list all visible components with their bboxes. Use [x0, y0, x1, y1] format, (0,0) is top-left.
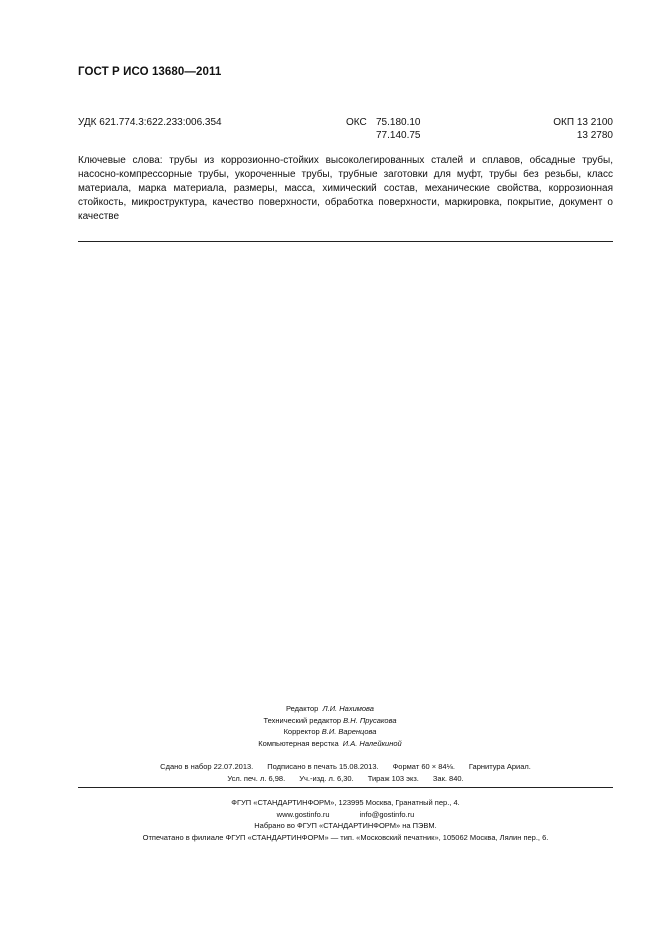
classification-codes [78, 116, 613, 146]
typeface: Гарнитура Ариал. [468, 762, 531, 771]
okp-code [553, 116, 613, 142]
credit-name: Л.И. Нахимова [322, 704, 374, 713]
publication-line-1 [78, 761, 613, 773]
credit-label: Редактор [286, 704, 319, 713]
credits-block [180, 703, 480, 749]
oks-value-1: 75.180.10 [376, 117, 421, 128]
credit-name: В.Н. Прусакова [343, 715, 397, 725]
publisher-sheets: Уч.-изд. л. 6,30. [299, 773, 354, 783]
keywords-paragraph: Ключевые слова: трубы из коррозионно-стойких высоколегированных сталей и сплавов, обсадные трубы, насосно-компрессорные трубы, укороченные трубы, трубные заготовки для муфт, трубы без резьбы, класс материала, марка материала, размеры, масса, химический состав, механические свойства, коррозионная стойкость, микроструктура, качество поверхности, обработка поверхности, маркировка, покрытие, документ о качестве [78, 155, 613, 222]
print-sheets: Усл. печ. л. 6,98. [227, 773, 286, 783]
okp-value-1: ОКП 13 2100 [553, 117, 613, 128]
credit-editor [180, 703, 480, 715]
okp-value-2: 13 2780 [576, 130, 613, 141]
print-run: Тираж 103 экз. [367, 773, 419, 783]
credit-layout [180, 738, 480, 750]
email-link[interactable]: info@gostinfo.ru [359, 809, 415, 819]
oks-code [346, 116, 421, 141]
credit-label: Компьютерная верстка [258, 738, 339, 748]
signed-date: Подписано в печать 15.08.2013. [267, 762, 379, 771]
divider-top [78, 241, 613, 242]
publication-line-2 [78, 773, 613, 785]
submitted-date: Сдано в набор 22.07.2013. [160, 762, 254, 771]
credit-label: Корректор [283, 727, 320, 736]
order-number: Зак. 840. [432, 773, 464, 783]
printed-note: Отпечатано в филиале ФГУП «СТАНДАРТИНФОРМ» — тип. «Московский печатник», 105062 Москва, Лялин пер., 6. [142, 832, 549, 842]
document-title: ГОСТ Р ИСО 13680—2011 [78, 66, 222, 78]
udk-code: УДК 621.774.3:622.233:006.354 [78, 117, 222, 128]
credit-tech-editor [180, 715, 480, 727]
publication-info [78, 761, 613, 784]
publisher-contacts [78, 809, 613, 821]
divider-bottom [78, 787, 613, 788]
credit-name: И.А. Налейкиной [342, 738, 402, 748]
oks-label: ОКС [346, 117, 367, 128]
credit-corrector [180, 726, 480, 738]
credit-label: Технический редактор [263, 715, 342, 725]
credit-name: В.И. Варенцова [321, 727, 377, 736]
typeset-note: Набрано во ФГУП «СТАНДАРТИНФОРМ» на ПЭВМ. [254, 821, 437, 830]
publisher-address: ФГУП «СТАНДАРТИНФОРМ», 123995 Москва, Гранатный пер., 4. [231, 798, 460, 807]
paper-format: Формат 60 × 84⅛. [392, 762, 455, 771]
publisher-footer [78, 797, 613, 843]
oks-value-2: 77.140.75 [376, 130, 421, 141]
website-link[interactable]: www.gostinfo.ru [276, 809, 330, 819]
